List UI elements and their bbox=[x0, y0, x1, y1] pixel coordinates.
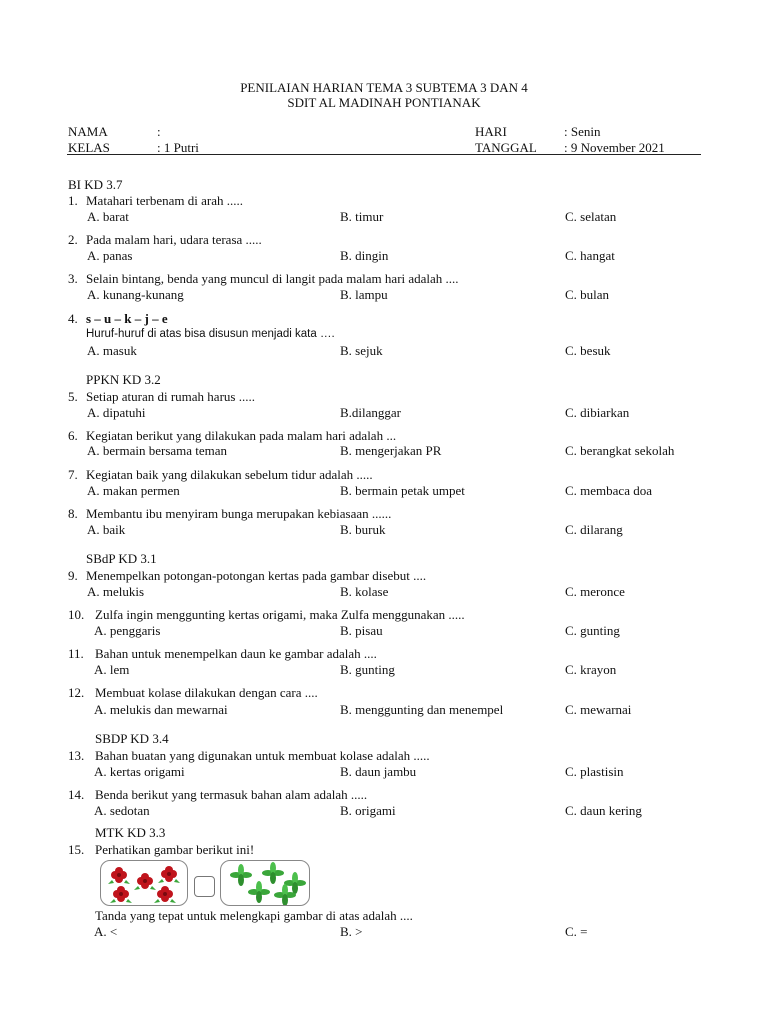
question-text: Kegiatan baik yang dilakukan sebelum tidur adalah ..... bbox=[86, 467, 373, 482]
hari-label: HARI bbox=[475, 124, 507, 139]
option-c: C. besuk bbox=[565, 343, 611, 358]
question-number: 8. bbox=[68, 506, 78, 521]
option-a: A. makan permen bbox=[87, 483, 180, 498]
section-heading: BI KD 3.7 bbox=[68, 177, 123, 192]
option-c: C. berangkat sekolah bbox=[565, 443, 675, 458]
option-a: A. penggaris bbox=[94, 623, 161, 638]
option-c: C. daun kering bbox=[565, 803, 642, 818]
flower-group-box bbox=[100, 860, 188, 906]
option-b: B. > bbox=[340, 924, 363, 939]
section-heading: PPKN KD 3.2 bbox=[86, 372, 161, 387]
question-text: Membantu ibu menyiram bunga merupakan kebiasaan ...... bbox=[86, 506, 392, 521]
option-a: A. < bbox=[94, 924, 118, 939]
question-text: Bahan untuk menempelkan daun ke gambar adalah .... bbox=[95, 646, 377, 661]
nama-value: : bbox=[157, 124, 161, 139]
option-c: C. plastisin bbox=[565, 764, 624, 779]
option-c: C. dibiarkan bbox=[565, 405, 630, 420]
question-number: 2. bbox=[68, 232, 78, 247]
option-a: A. barat bbox=[87, 209, 129, 224]
question-text: Bahan buatan yang digunakan untuk membuat kolase adalah ..... bbox=[95, 748, 430, 763]
question-number: 11. bbox=[68, 646, 84, 661]
section-heading: SBdP KD 3.1 bbox=[86, 551, 157, 566]
question-text: Huruf-huruf di atas bisa disusun menjadi kata …. bbox=[86, 328, 335, 340]
question-number: 9. bbox=[68, 568, 78, 583]
question-text: Zulfa ingin menggunting kertas origami, maka Zulfa menggunakan ..... bbox=[95, 607, 465, 622]
green-leaf-icon bbox=[262, 862, 284, 884]
option-b: B. daun jambu bbox=[340, 764, 417, 779]
option-a: A. lem bbox=[94, 662, 130, 677]
leaf-group-box bbox=[220, 860, 310, 906]
option-a: A. panas bbox=[87, 248, 133, 263]
header-divider bbox=[67, 154, 701, 155]
scrambled-letters: s – u – k – j – e bbox=[86, 311, 168, 326]
option-b: B. dingin bbox=[340, 248, 389, 263]
option-a: A. melukis bbox=[87, 584, 145, 599]
question-text: Membuat kolase dilakukan dengan cara .... bbox=[95, 685, 318, 700]
nama-label: NAMA bbox=[68, 124, 108, 139]
option-b: B. kolase bbox=[340, 584, 389, 599]
question-text: Pada malam hari, udara terasa ..... bbox=[86, 232, 262, 247]
option-c: C. bulan bbox=[565, 287, 610, 302]
option-b: B. lampu bbox=[340, 287, 388, 302]
red-flower-icon bbox=[134, 873, 156, 890]
question-number: 1. bbox=[68, 193, 78, 208]
option-b: B. buruk bbox=[340, 522, 386, 537]
question-number: 4. bbox=[68, 311, 78, 326]
option-a: A. kertas origami bbox=[94, 764, 185, 779]
option-b: B. timur bbox=[340, 209, 384, 224]
question-number: 10. bbox=[68, 607, 85, 622]
option-c: C. = bbox=[565, 924, 588, 939]
leaf-group bbox=[221, 861, 309, 905]
option-a: A. sedotan bbox=[94, 803, 150, 818]
option-a: A. masuk bbox=[87, 343, 137, 358]
green-leaf-icon bbox=[248, 881, 270, 903]
red-flower-icon bbox=[110, 886, 132, 903]
option-c: C. gunting bbox=[565, 623, 620, 638]
option-a: A. melukis dan mewarnai bbox=[94, 702, 228, 717]
section-heading: MTK KD 3.3 bbox=[95, 825, 166, 840]
option-c: C. hangat bbox=[565, 248, 615, 263]
option-b: B. sejuk bbox=[340, 343, 383, 358]
tanggal-label: TANGGAL bbox=[475, 140, 537, 155]
option-b: B. gunting bbox=[340, 662, 395, 677]
exam-title: PENILAIAN HARIAN TEMA 3 SUBTEMA 3 DAN 4 bbox=[240, 80, 528, 95]
flower-group bbox=[101, 861, 187, 905]
option-c: C. mewarnai bbox=[565, 702, 632, 717]
question-number: 7. bbox=[68, 467, 78, 482]
red-flower-icon bbox=[158, 866, 180, 883]
option-c: C. membaca doa bbox=[565, 483, 652, 498]
option-b: B. menggunting dan menempel bbox=[340, 702, 504, 717]
question-number: 5. bbox=[68, 389, 78, 404]
option-a: A. dipatuhi bbox=[87, 405, 146, 420]
option-b: B. origami bbox=[340, 803, 396, 818]
question-number: 14. bbox=[68, 787, 85, 802]
answer-blank-box bbox=[194, 876, 215, 897]
section-heading: SBDP KD 3.4 bbox=[95, 731, 169, 746]
tanggal-value: : 9 November 2021 bbox=[564, 140, 665, 155]
question-text: Benda berikut yang termasuk bahan alam adalah ..... bbox=[95, 787, 368, 802]
option-a: A. kunang-kunang bbox=[87, 287, 184, 302]
option-b: B. bermain petak umpet bbox=[340, 483, 465, 498]
question-number: 15. bbox=[68, 842, 85, 857]
question-text: Matahari terbenam di arah ..... bbox=[86, 193, 244, 208]
question-text: Selain bintang, benda yang muncul di langit pada malam hari adalah .... bbox=[86, 271, 459, 286]
question-text: Perhatikan gambar berikut ini! bbox=[95, 842, 255, 857]
question-text: Setiap aturan di rumah harus ..... bbox=[86, 389, 255, 404]
option-c: C. krayon bbox=[565, 662, 617, 677]
question-number: 13. bbox=[68, 748, 85, 763]
green-leaf-icon bbox=[230, 864, 252, 886]
question-text: Menempelkan potongan-potongan kertas pada gambar disebut .... bbox=[86, 568, 427, 583]
question-text: Tanda yang tepat untuk melengkapi gambar di atas adalah .... bbox=[95, 908, 413, 923]
question-text: Kegiatan berikut yang dilakukan pada malam hari adalah ... bbox=[86, 428, 397, 443]
option-c: C. selatan bbox=[565, 209, 617, 224]
option-b: B.dilanggar bbox=[340, 405, 402, 420]
question-number: 3. bbox=[68, 271, 78, 286]
hari-value: : Senin bbox=[564, 124, 601, 139]
question-number: 12. bbox=[68, 685, 85, 700]
option-a: A. baik bbox=[87, 522, 126, 537]
red-flower-icon bbox=[108, 867, 130, 884]
school-name: SDIT AL MADINAH PONTIANAK bbox=[287, 95, 481, 110]
kelas-value: : 1 Putri bbox=[157, 140, 199, 155]
option-a: A. bermain bersama teman bbox=[87, 443, 228, 458]
option-b: B. mengerjakan PR bbox=[340, 443, 442, 458]
option-c: C. meronce bbox=[565, 584, 625, 599]
option-c: C. dilarang bbox=[565, 522, 623, 537]
kelas-label: KELAS bbox=[68, 140, 110, 155]
red-flower-icon bbox=[154, 886, 176, 903]
option-b: B. pisau bbox=[340, 623, 383, 638]
question-number: 6. bbox=[68, 428, 78, 443]
